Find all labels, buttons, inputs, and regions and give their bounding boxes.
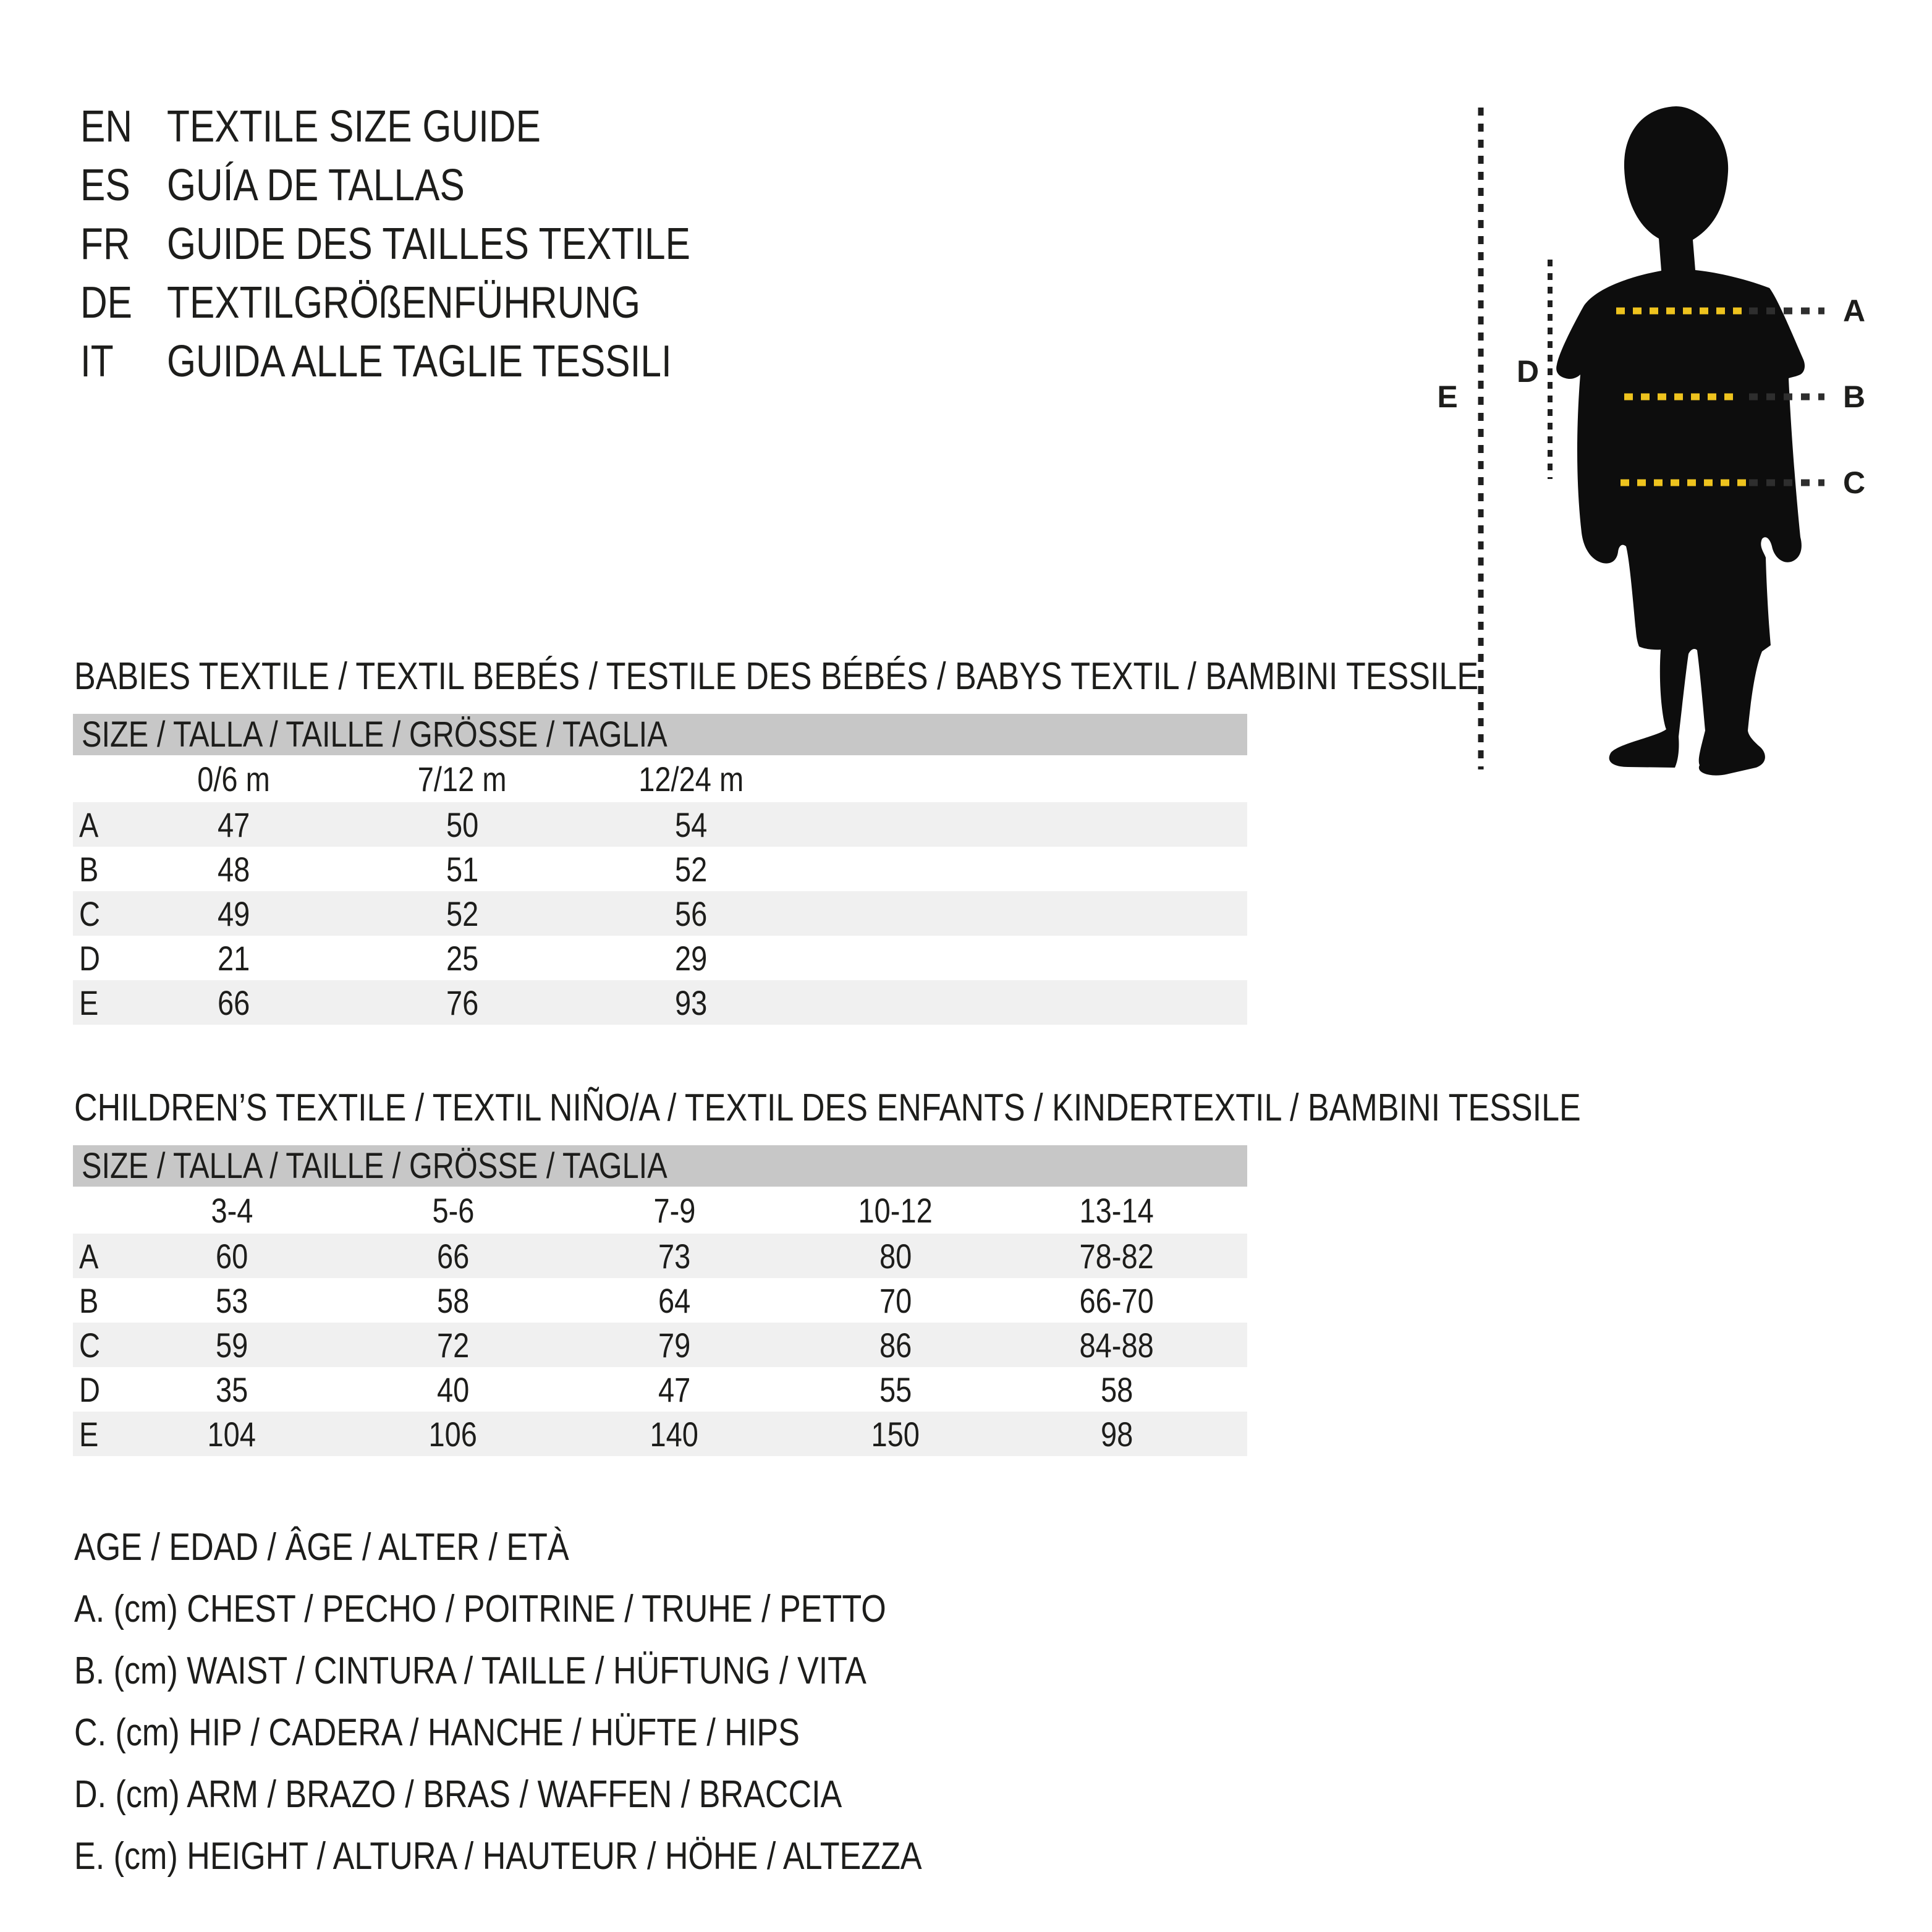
table-cell: 29 bbox=[674, 938, 708, 978]
table-cell: 79 bbox=[658, 1325, 691, 1365]
table-cell: 52 bbox=[674, 849, 708, 889]
lang-row-it bbox=[80, 333, 790, 391]
row-label: E bbox=[79, 983, 99, 1022]
table-cell: 150 bbox=[871, 1414, 920, 1454]
row-label: A bbox=[79, 805, 99, 844]
column-header: 0/6 m bbox=[197, 759, 270, 799]
label-a: A bbox=[1843, 294, 1866, 328]
table-cell: 72 bbox=[436, 1325, 470, 1365]
language-title-block bbox=[80, 98, 790, 391]
table-cell: 84-88 bbox=[1079, 1325, 1155, 1365]
column-header: 7-9 bbox=[653, 1190, 695, 1230]
table-cell: 49 bbox=[217, 894, 250, 933]
label-d: D bbox=[1516, 354, 1540, 389]
children-column-headers bbox=[73, 1187, 1247, 1234]
lang-row-en bbox=[80, 98, 790, 156]
column-header: 12/24 m bbox=[638, 759, 744, 799]
table-row bbox=[73, 1234, 1247, 1278]
measurement-legend bbox=[74, 1517, 1083, 1888]
row-label: D bbox=[79, 938, 100, 978]
table-cell: 60 bbox=[215, 1236, 248, 1276]
label-b: B bbox=[1843, 379, 1866, 414]
lang-row-de bbox=[80, 274, 790, 333]
legend-line-height: E. (cm) HEIGHT / ALTURA / HAUTEUR / HÖHE / ALTEZZA bbox=[74, 1835, 922, 1878]
table-row bbox=[73, 847, 1247, 891]
table-cell: 47 bbox=[217, 805, 250, 844]
table-cell: 59 bbox=[215, 1325, 248, 1365]
table-cell: 70 bbox=[879, 1281, 912, 1320]
table-row bbox=[73, 1278, 1247, 1323]
children-size-table bbox=[73, 1145, 1247, 1456]
lang-row-fr bbox=[80, 215, 790, 274]
table-cell: 80 bbox=[879, 1236, 912, 1276]
column-header: 10-12 bbox=[858, 1190, 933, 1230]
table-cell: 54 bbox=[674, 805, 708, 844]
table-row bbox=[73, 936, 1247, 980]
row-label: D bbox=[79, 1370, 100, 1409]
table-row bbox=[73, 891, 1247, 936]
table-row bbox=[73, 1323, 1247, 1367]
table-row bbox=[73, 802, 1247, 847]
row-label: C bbox=[79, 1325, 100, 1365]
legend-line-hip: C. (cm) HIP / CADERA / HANCHE / HÜFTE / HIPS bbox=[74, 1711, 800, 1754]
table-cell: 86 bbox=[879, 1325, 912, 1365]
table-row bbox=[73, 1367, 1247, 1412]
lang-code: ES bbox=[80, 161, 130, 210]
legend-line-arm: D. (cm) ARM / BRAZO / BRAS / WAFFEN / BRACCIA bbox=[74, 1773, 842, 1816]
table-cell: 55 bbox=[879, 1370, 912, 1409]
babies-size-header-bar: SIZE / TALLA / TAILLE / GRÖSSE / TAGLIA bbox=[73, 714, 1247, 755]
label-c: C bbox=[1843, 465, 1866, 500]
lang-code: DE bbox=[80, 278, 133, 328]
lang-code: EN bbox=[80, 102, 133, 151]
table-cell: 66-70 bbox=[1079, 1281, 1155, 1320]
children-section-title: CHILDREN’S TEXTILE / TEXTIL NIÑO/A / TEXTIL DES ENFANTS / KINDERTEXTIL / BAMBINI TESSILE bbox=[74, 1087, 1581, 1129]
babies-section-title: BABIES TEXTILE / TEXTIL BEBÉS / TESTILE DES BÉBÉS / BABYS TEXTIL / BAMBINI TESSILE bbox=[74, 655, 1479, 698]
children-size-header-bar: SIZE / TALLA / TAILLE / GRÖSSE / TAGLIA bbox=[73, 1145, 1247, 1187]
child-measurement-diagram bbox=[1409, 74, 1932, 810]
row-label: B bbox=[79, 849, 99, 889]
table-cell: 104 bbox=[207, 1414, 256, 1454]
table-cell: 52 bbox=[446, 894, 479, 933]
table-cell: 58 bbox=[436, 1281, 470, 1320]
table-cell: 56 bbox=[674, 894, 708, 933]
lang-title: GUÍA DE TALLAS bbox=[167, 161, 465, 210]
table-cell: 21 bbox=[217, 938, 250, 978]
legend-line-waist: B. (cm) WAIST / CINTURA / TAILLE / HÜFTUNG / VITA bbox=[74, 1650, 866, 1692]
table-cell: 47 bbox=[658, 1370, 691, 1409]
table-cell: 48 bbox=[217, 849, 250, 889]
column-header: 13-14 bbox=[1079, 1190, 1155, 1230]
babies-column-headers bbox=[73, 755, 1247, 802]
row-label: E bbox=[79, 1414, 99, 1454]
table-cell: 76 bbox=[446, 983, 479, 1022]
row-label: A bbox=[79, 1236, 99, 1276]
legend-line-chest: A. (cm) CHEST / PECHO / POITRINE / TRUHE / PETTO bbox=[74, 1588, 886, 1630]
table-cell: 106 bbox=[428, 1414, 478, 1454]
lang-code: IT bbox=[80, 337, 114, 386]
table-cell: 25 bbox=[446, 938, 479, 978]
table-cell: 64 bbox=[658, 1281, 691, 1320]
table-row bbox=[73, 1412, 1247, 1456]
lang-row-es bbox=[80, 156, 790, 215]
column-header: 7/12 m bbox=[418, 759, 507, 799]
lang-title: GUIDA ALLE TAGLIE TESSILI bbox=[167, 337, 672, 386]
column-header: 5-6 bbox=[432, 1190, 474, 1230]
row-label: C bbox=[79, 894, 100, 933]
lang-title: TEXTILGRÖßENFÜHRUNG bbox=[167, 278, 641, 328]
table-cell: 51 bbox=[446, 849, 479, 889]
babies-size-table bbox=[73, 714, 1247, 1025]
table-cell: 73 bbox=[658, 1236, 691, 1276]
table-cell: 58 bbox=[1100, 1370, 1133, 1409]
table-cell: 40 bbox=[436, 1370, 470, 1409]
lang-title: TEXTILE SIZE GUIDE bbox=[167, 102, 541, 151]
row-label: B bbox=[79, 1281, 99, 1320]
table-cell: 140 bbox=[650, 1414, 699, 1454]
label-e: E bbox=[1437, 379, 1458, 414]
table-cell: 50 bbox=[446, 805, 479, 844]
table-row bbox=[73, 980, 1247, 1025]
lang-title: GUIDE DES TAILLES TEXTILE bbox=[167, 219, 691, 269]
table-cell: 66 bbox=[217, 983, 250, 1022]
table-cell: 53 bbox=[215, 1281, 248, 1320]
table-cell: 78-82 bbox=[1079, 1236, 1155, 1276]
lang-code: FR bbox=[80, 219, 130, 269]
column-header: 3-4 bbox=[211, 1190, 253, 1230]
table-cell: 35 bbox=[215, 1370, 248, 1409]
table-cell: 93 bbox=[674, 983, 708, 1022]
legend-line-age: AGE / EDAD / ÂGE / ALTER / ETÀ bbox=[74, 1526, 569, 1569]
table-cell: 66 bbox=[436, 1236, 470, 1276]
table-cell: 98 bbox=[1100, 1414, 1133, 1454]
